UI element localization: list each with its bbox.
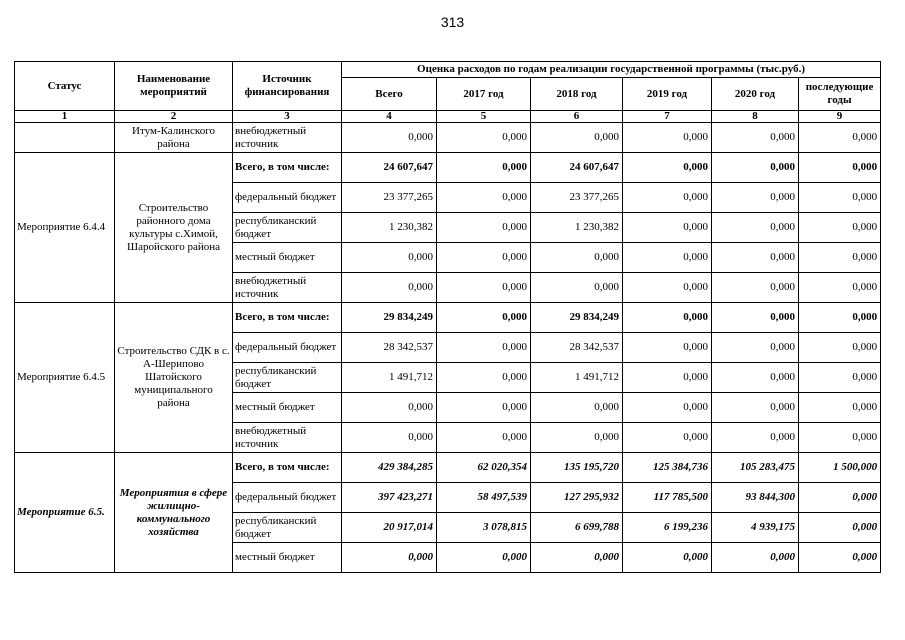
source-cell: внебюджетный источник: [233, 273, 342, 303]
source-cell: федеральный бюджет: [233, 483, 342, 513]
source-cell: федеральный бюджет: [233, 183, 342, 213]
value-cell: 0,000: [623, 123, 712, 153]
source-cell: местный бюджет: [233, 393, 342, 423]
index-cell: 1: [15, 111, 115, 123]
value-cell: 0,000: [712, 363, 799, 393]
header-2019: 2019 год: [623, 78, 712, 111]
value-cell: 0,000: [342, 423, 437, 453]
value-cell: 0,000: [531, 123, 623, 153]
source-cell: федеральный бюджет: [233, 333, 342, 363]
value-cell: 0,000: [531, 273, 623, 303]
value-cell: 0,000: [531, 243, 623, 273]
value-cell: 0,000: [623, 423, 712, 453]
source-cell: республиканский бюджет: [233, 513, 342, 543]
value-cell: 0,000: [799, 183, 881, 213]
status-cell: Мероприятие 6.5.: [15, 453, 115, 573]
value-cell: 6 199,236: [623, 513, 712, 543]
measure-name-cell: Итум-Калинского района: [115, 123, 233, 153]
value-cell: 0,000: [799, 243, 881, 273]
value-cell: 397 423,271: [342, 483, 437, 513]
value-cell: 0,000: [799, 423, 881, 453]
value-cell: 93 844,300: [712, 483, 799, 513]
value-cell: 0,000: [712, 213, 799, 243]
index-cell: 6: [531, 111, 623, 123]
value-cell: 0,000: [712, 543, 799, 573]
value-cell: 0,000: [712, 393, 799, 423]
value-cell: 29 834,249: [531, 303, 623, 333]
source-cell: внебюджетный источник: [233, 423, 342, 453]
source-cell: внебюджетный источник: [233, 123, 342, 153]
index-row: [15, 111, 881, 123]
index-cell: 9: [799, 111, 881, 123]
value-cell: 0,000: [799, 153, 881, 183]
measure-name-cell: Строительство районного дома культуры с.Химой, Шаройского района: [115, 153, 233, 303]
value-cell: 0,000: [437, 303, 531, 333]
value-cell: 0,000: [712, 333, 799, 363]
value-cell: 0,000: [437, 123, 531, 153]
source-cell: Всего, в том числе:: [233, 303, 342, 333]
value-cell: 0,000: [437, 183, 531, 213]
source-cell: местный бюджет: [233, 243, 342, 273]
value-cell: 0,000: [799, 123, 881, 153]
status-cell: Мероприятие 6.4.5: [15, 303, 115, 453]
value-cell: 0,000: [437, 333, 531, 363]
status-cell: [15, 123, 115, 153]
value-cell: 117 785,500: [623, 483, 712, 513]
status-cell: Мероприятие 6.4.4: [15, 153, 115, 303]
value-cell: 58 497,539: [437, 483, 531, 513]
value-cell: 0,000: [799, 393, 881, 423]
value-cell: 4 939,175: [712, 513, 799, 543]
index-cell: 3: [233, 111, 342, 123]
value-cell: 1 500,000: [799, 453, 881, 483]
value-cell: 0,000: [712, 153, 799, 183]
table-row: [15, 453, 881, 483]
value-cell: 20 917,014: [342, 513, 437, 543]
value-cell: 0,000: [799, 483, 881, 513]
value-cell: 0,000: [342, 123, 437, 153]
value-cell: 0,000: [799, 363, 881, 393]
value-cell: 0,000: [437, 273, 531, 303]
value-cell: 23 377,265: [342, 183, 437, 213]
expenses-table: [14, 61, 881, 573]
value-cell: 0,000: [799, 303, 881, 333]
value-cell: 0,000: [623, 153, 712, 183]
value-cell: 0,000: [437, 213, 531, 243]
value-cell: 0,000: [712, 183, 799, 213]
value-cell: 0,000: [531, 543, 623, 573]
value-cell: 0,000: [531, 423, 623, 453]
value-cell: 0,000: [799, 273, 881, 303]
header-later: последующие годы: [799, 78, 881, 111]
value-cell: 105 283,475: [712, 453, 799, 483]
measure-name-cell: Мероприятия в сфере жилищно-коммунального хозяйства: [115, 453, 233, 573]
source-cell: местный бюджет: [233, 543, 342, 573]
value-cell: 0,000: [623, 363, 712, 393]
value-cell: 0,000: [623, 243, 712, 273]
value-cell: 0,000: [342, 243, 437, 273]
value-cell: 0,000: [437, 363, 531, 393]
value-cell: 0,000: [623, 273, 712, 303]
source-cell: Всего, в том числе:: [233, 153, 342, 183]
value-cell: 0,000: [712, 123, 799, 153]
table-row: [15, 153, 881, 183]
table-row: [15, 123, 881, 153]
index-cell: 8: [712, 111, 799, 123]
source-cell: республиканский бюджет: [233, 213, 342, 243]
value-cell: 0,000: [712, 243, 799, 273]
measure-name-cell: Строительство СДК в с. А-Шерипово Шатойского муниципального района: [115, 303, 233, 453]
table-row: [15, 303, 881, 333]
value-cell: 0,000: [799, 513, 881, 543]
header-estimate: Оценка расходов по годам реализации государственной программы (тыс.руб.): [342, 62, 881, 78]
value-cell: 0,000: [623, 333, 712, 363]
header-name: Наименование мероприятий: [115, 62, 233, 111]
value-cell: 1 230,382: [342, 213, 437, 243]
index-cell: 5: [437, 111, 531, 123]
value-cell: 62 020,354: [437, 453, 531, 483]
value-cell: 23 377,265: [531, 183, 623, 213]
value-cell: 6 699,788: [531, 513, 623, 543]
value-cell: 28 342,537: [531, 333, 623, 363]
value-cell: 125 384,736: [623, 453, 712, 483]
header-2017: 2017 год: [437, 78, 531, 111]
value-cell: 0,000: [437, 153, 531, 183]
value-cell: 0,000: [712, 423, 799, 453]
value-cell: 0,000: [623, 183, 712, 213]
value-cell: 0,000: [342, 393, 437, 423]
source-cell: Всего, в том числе:: [233, 453, 342, 483]
value-cell: 0,000: [342, 273, 437, 303]
index-cell: 7: [623, 111, 712, 123]
value-cell: 0,000: [799, 543, 881, 573]
value-cell: 135 195,720: [531, 453, 623, 483]
index-cell: 4: [342, 111, 437, 123]
value-cell: 0,000: [623, 303, 712, 333]
value-cell: 0,000: [531, 393, 623, 423]
value-cell: 127 295,932: [531, 483, 623, 513]
value-cell: 0,000: [437, 393, 531, 423]
header-2020: 2020 год: [712, 78, 799, 111]
value-cell: 0,000: [712, 303, 799, 333]
header-total: Всего: [342, 78, 437, 111]
value-cell: 24 607,647: [342, 153, 437, 183]
value-cell: 0,000: [437, 543, 531, 573]
value-cell: 1 230,382: [531, 213, 623, 243]
value-cell: 24 607,647: [531, 153, 623, 183]
value-cell: 3 078,815: [437, 513, 531, 543]
value-cell: 0,000: [437, 423, 531, 453]
page-number: 313: [440, 14, 465, 30]
source-cell: республиканский бюджет: [233, 363, 342, 393]
value-cell: 0,000: [623, 543, 712, 573]
value-cell: 0,000: [799, 213, 881, 243]
value-cell: 429 384,285: [342, 453, 437, 483]
value-cell: 1 491,712: [531, 363, 623, 393]
value-cell: 28 342,537: [342, 333, 437, 363]
index-cell: 2: [115, 111, 233, 123]
value-cell: 0,000: [712, 273, 799, 303]
value-cell: 1 491,712: [342, 363, 437, 393]
header-status: Статус: [15, 62, 115, 111]
value-cell: 0,000: [623, 393, 712, 423]
header-2018: 2018 год: [531, 78, 623, 111]
value-cell: 0,000: [342, 543, 437, 573]
value-cell: 0,000: [799, 333, 881, 363]
header-source: Источник финансирования: [233, 62, 342, 111]
value-cell: 0,000: [437, 243, 531, 273]
value-cell: 0,000: [623, 213, 712, 243]
value-cell: 29 834,249: [342, 303, 437, 333]
